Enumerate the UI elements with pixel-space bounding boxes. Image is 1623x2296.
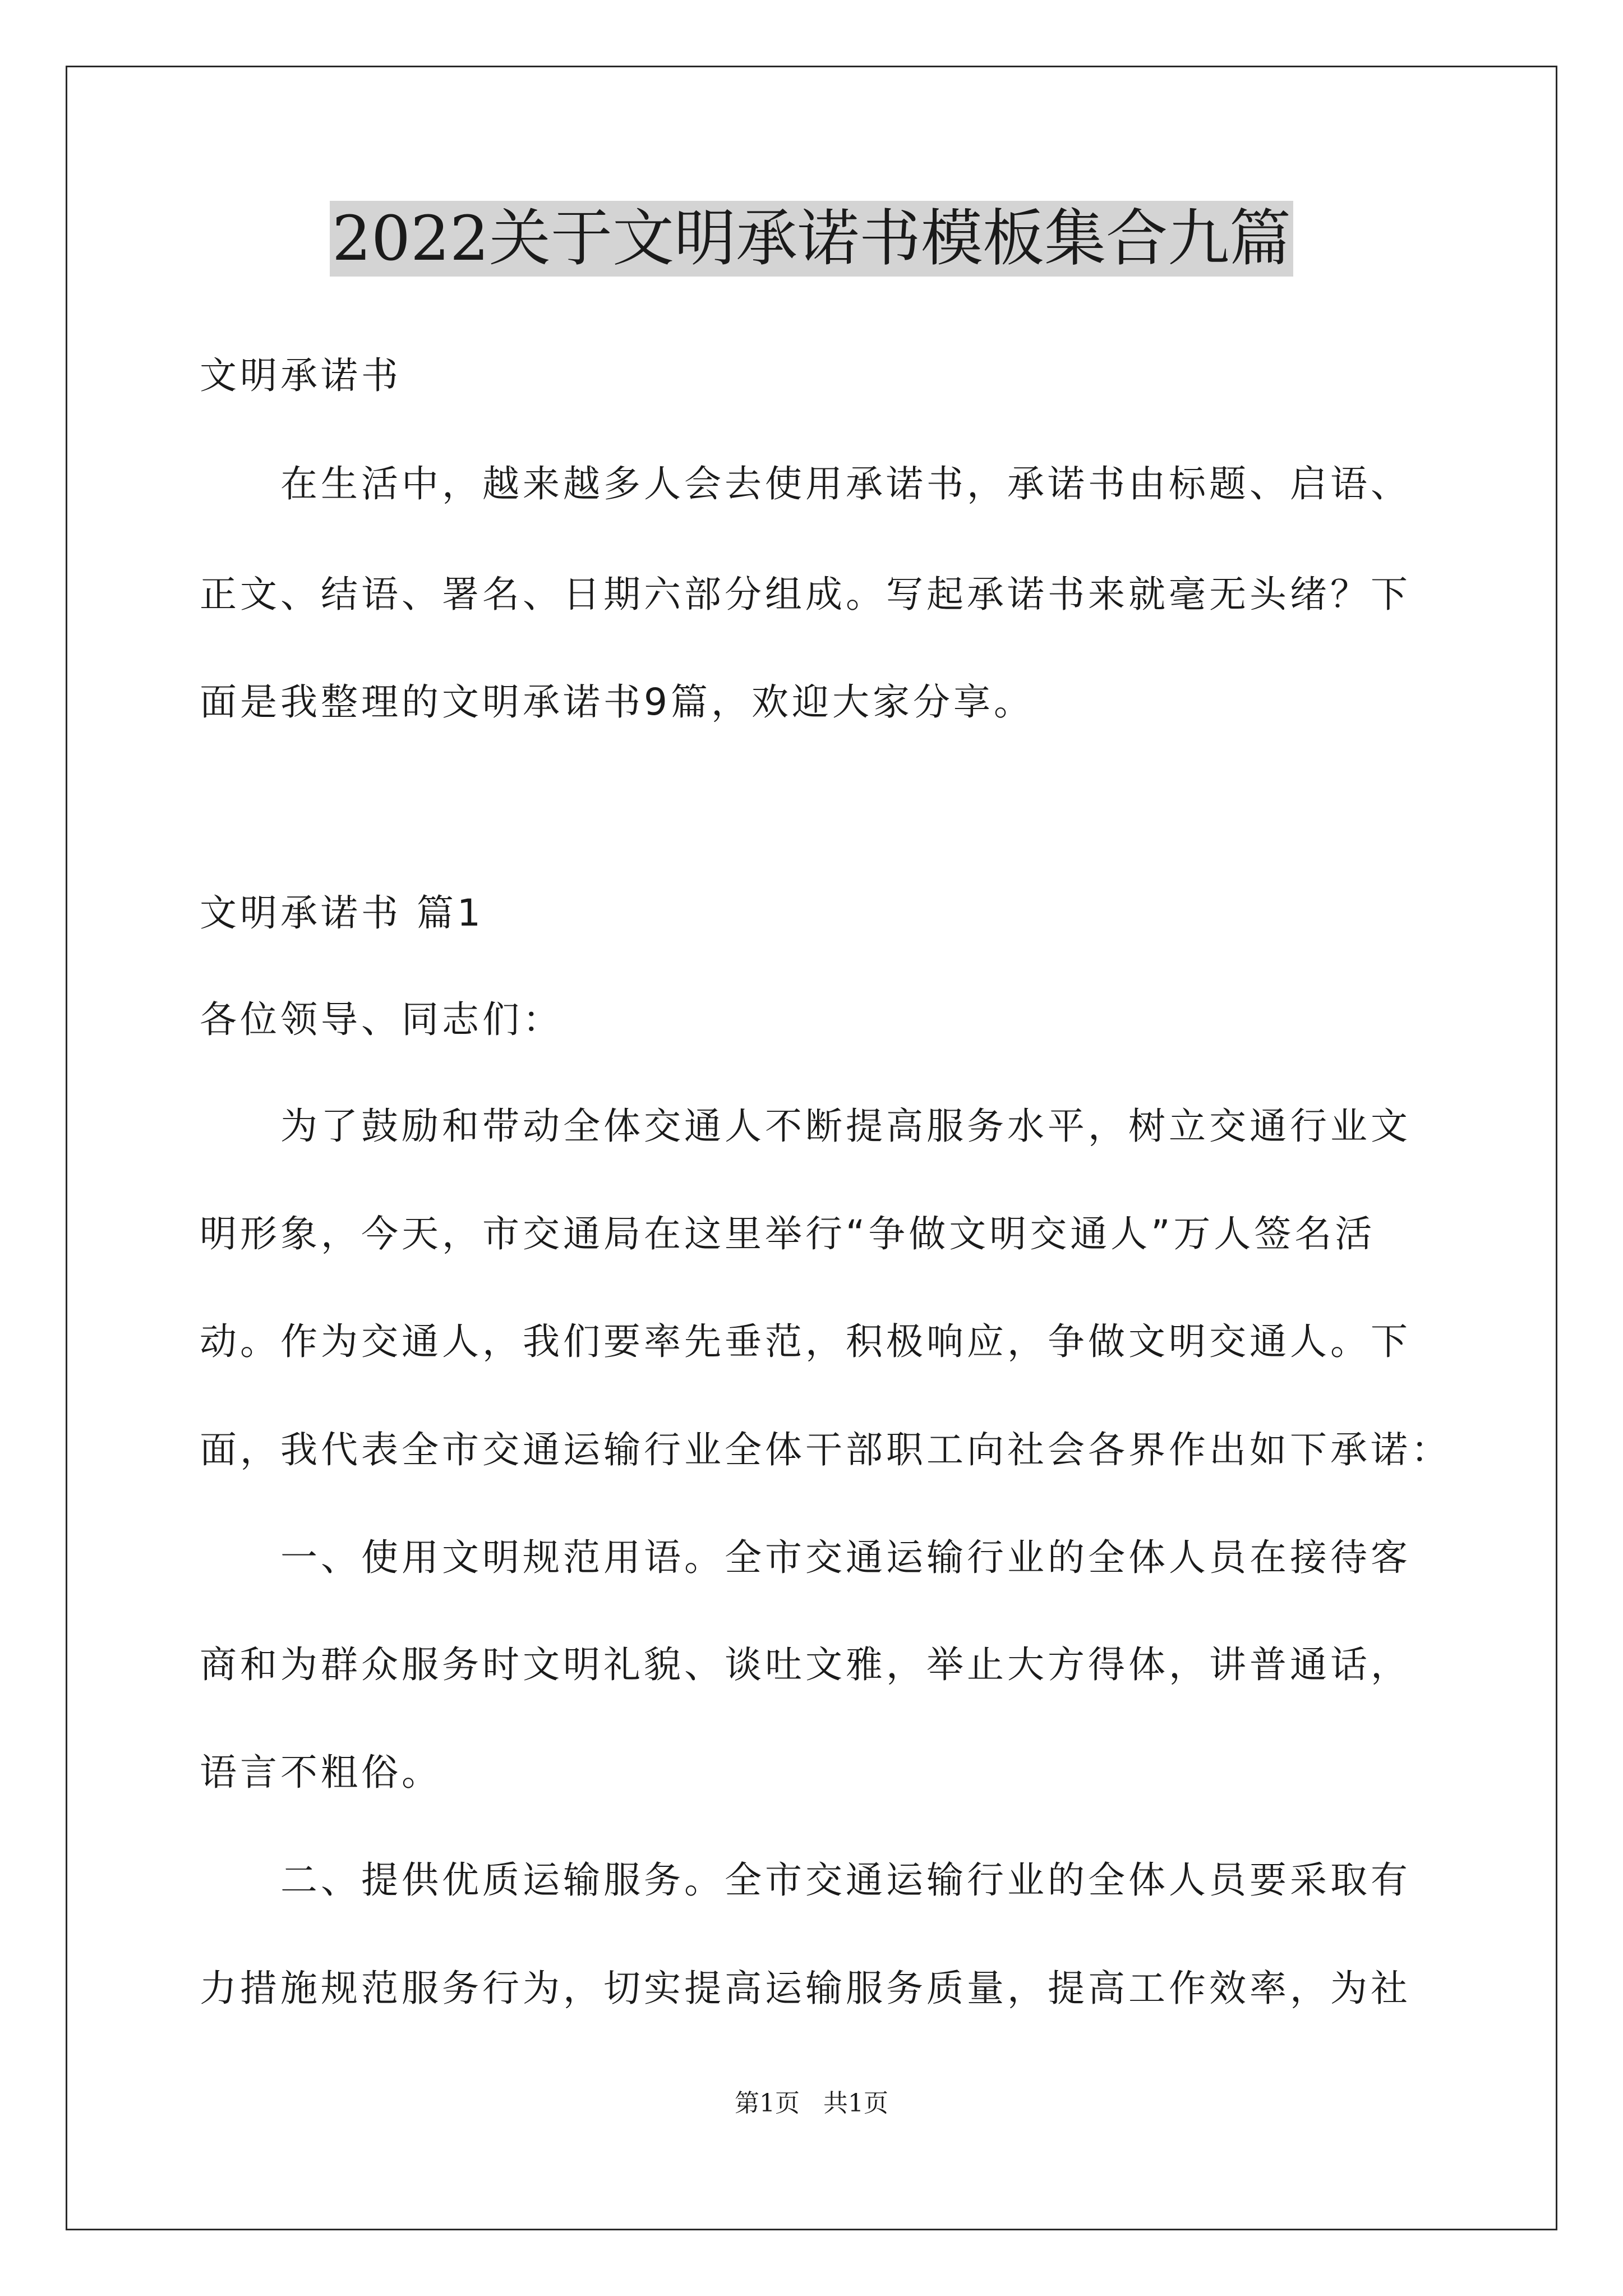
title-container — [0, 201, 1623, 277]
paragraph-line: 力措施规范服务行为，切实提高运输服务质量，提高工作效率，为社 — [200, 1967, 1411, 2010]
paragraph-line: 动。作为交通人，我们要率先垂范，积极响应，争做文明交通人。下 — [200, 1320, 1411, 1363]
section-heading: 文明承诺书 — [200, 354, 402, 397]
salutation: 各位领导、同志们： — [200, 998, 563, 1041]
section-heading: 文明承诺书 篇1 — [200, 891, 484, 935]
paragraph-line: 一、使用文明规范用语。全市交通运输行业的全体人员在接待客 — [280, 1536, 1411, 1579]
paragraph-line: 面，我代表全市交通运输行业全体干部职工向社会各界作出如下承诺： — [200, 1428, 1451, 1471]
paragraph-line: 正文、结语、署名、日期六部分组成。写起承诺书来就毫无头绪？下 — [200, 573, 1411, 616]
document-title: 2022关于文明承诺书模板集合九篇 — [330, 201, 1293, 277]
paragraph-line: 商和为群众服务时文明礼貌、谈吐文雅，举止大方得体，讲普通话， — [200, 1643, 1411, 1686]
paragraph-line: 面是我整理的文明承诺书9篇，欢迎大家分享。 — [200, 680, 1034, 724]
paragraph-line: 语言不粗俗。 — [200, 1751, 442, 1794]
paragraph-line: 明形象，今天，市交通局在这里举行“争做文明交通人”万人签名活 — [200, 1212, 1376, 1255]
paragraph-line: 二、提供优质运输服务。全市交通运输行业的全体人员要采取有 — [280, 1858, 1411, 1902]
paragraph-line: 为了鼓励和带动全体交通人不断提高服务水平，树立交通行业文 — [280, 1105, 1411, 1148]
page-footer: 第1页 共1页 — [735, 2089, 888, 2118]
paragraph-line: 在生活中，越来越多人会去使用承诺书，承诺书由标题、启语、 — [280, 462, 1411, 505]
